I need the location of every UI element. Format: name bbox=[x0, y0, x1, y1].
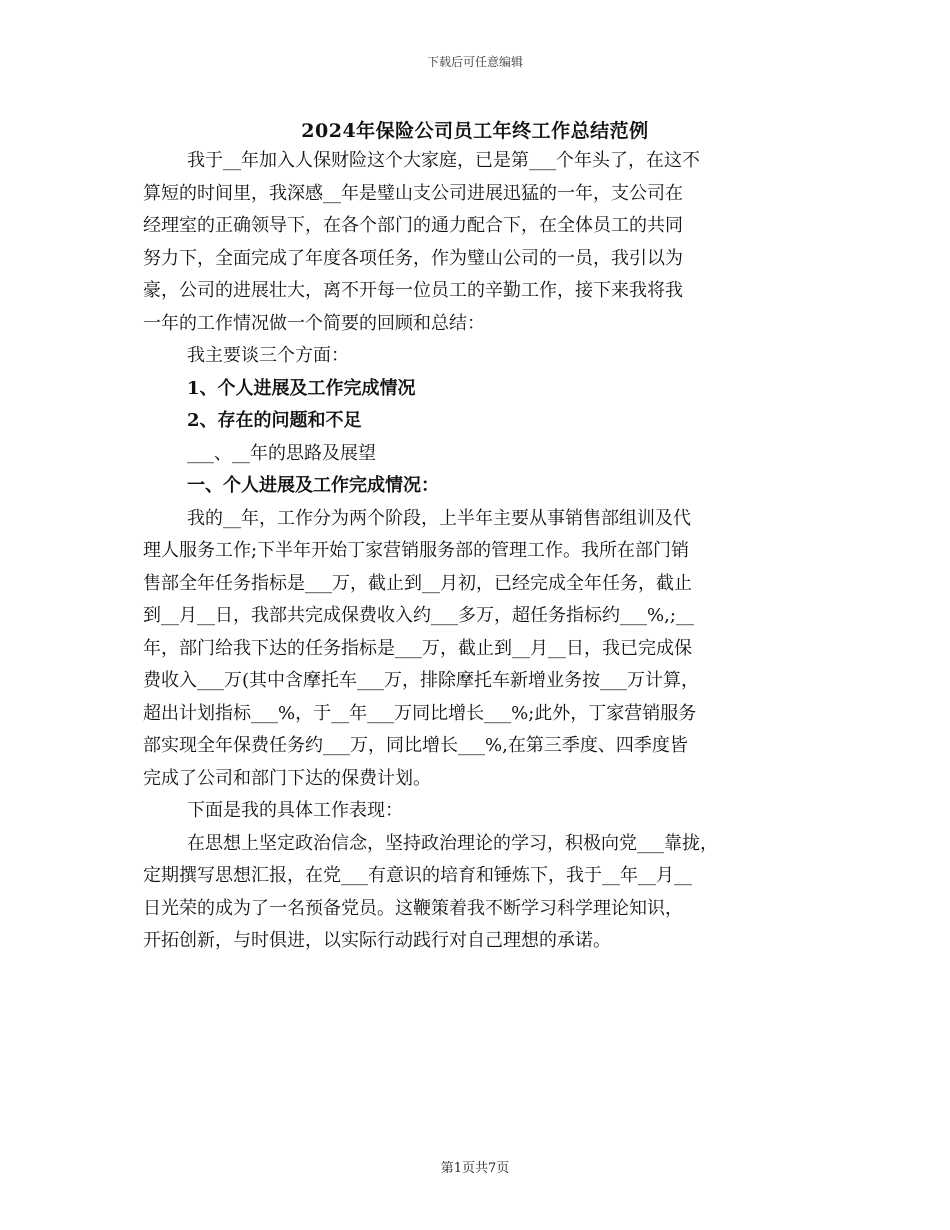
section-heading: 2、存在的问题和不足 bbox=[187, 410, 362, 431]
body-line: 努力下，全面完成了年度各项任务，作为璧山公司的一员，我引以为 bbox=[143, 247, 683, 269]
body-line: 在思想上坚定政治信念，坚持政治理论的学习，积极向党___靠拢， bbox=[187, 832, 718, 854]
body-line: 一年的工作情况做一个简要的回顾和总结： bbox=[143, 312, 485, 334]
section-heading: 1、个人进展及工作完成情况 bbox=[187, 377, 416, 399]
body-line: 定期撰写思想汇报，在党___有意识的培育和锤炼下，我于__年__月__ bbox=[143, 865, 692, 886]
body-line: 费收入___万(其中含摩托车___万，排除摩托车新增业务按___万计算， bbox=[143, 670, 700, 691]
body-line: 理人服务工作;下半年开始丁家营销服务部的管理工作。我所在部门销 bbox=[143, 540, 690, 561]
document-title: 2024年保险公司员工年终工作总结范例 bbox=[301, 120, 649, 142]
body-line: 开拓创新，与时俱进，以实际行动践行对自己理想的承诺。 bbox=[143, 930, 611, 951]
body-line: 经理室的正确领导下，在各个部门的通力配合下，在全体员工的共同 bbox=[143, 215, 683, 236]
header-note: 下载后可任意编辑 bbox=[426, 55, 523, 69]
body-line: 年，部门给我下达的任务指标是___万，截止到__月__日，我已完成保 bbox=[143, 637, 692, 659]
body-line: 部实现全年保费任务约___万，同比增长___%,在第三季度、四季度皆 bbox=[143, 735, 688, 756]
body-line: 豪，公司的进展壮大，离不开每一位员工的辛勤工作，接下来我将我 bbox=[143, 280, 683, 301]
section-heading: 一、个人进展及工作完成情况： bbox=[187, 475, 439, 496]
body-line: 我于__年加入人保财险这个大家庭，已是第___个年头了，在这不 bbox=[187, 150, 700, 171]
body-line: ___、__年的思路及展望 bbox=[187, 442, 376, 464]
body-line: 超出计划指标___%，于__年___万同比增长___%;此外，丁家营销服务 bbox=[143, 702, 697, 724]
body-line: 完成了公司和部门下达的保费计划。 bbox=[143, 767, 431, 789]
body-line: 售部全年任务指标是___万，截止到__月初，已经完成全年任务，截止 bbox=[143, 572, 692, 594]
body-line: 日光荣的成为了一名预备党员。这鞭策着我不断学习科学理论知识， bbox=[143, 897, 683, 919]
body-line: 算短的时间里，我深感__年是璧山支公司进展迅猛的一年，支公司在 bbox=[143, 182, 683, 204]
body-line: 我的__年，工作分为两个阶段，上半年主要从事销售部组训及代 bbox=[187, 507, 691, 529]
body-line: 下面是我的具体工作表现： bbox=[187, 800, 403, 821]
body-line: 到__月__日，我部共完成保费收入约___多万，超任务指标约___%,;__ bbox=[143, 605, 694, 626]
document-body bbox=[143, 145, 823, 958]
body-line: 我主要谈三个方面： bbox=[187, 345, 349, 366]
page-footer: 第1页共7页 bbox=[440, 1161, 510, 1176]
